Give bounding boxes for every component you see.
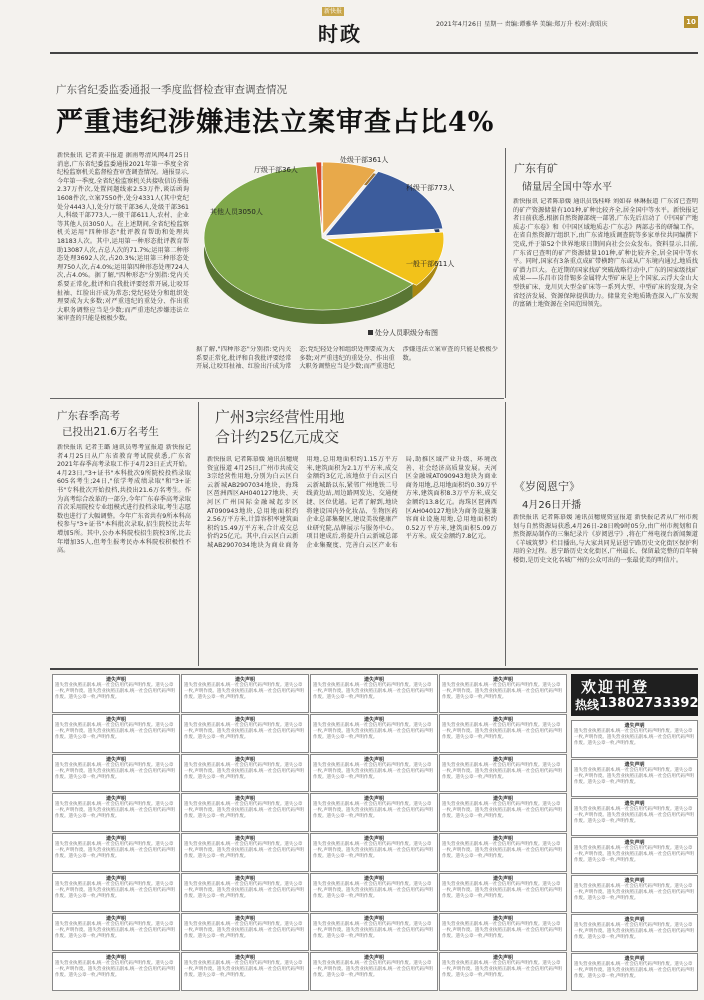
classified-ad-title: 遗失声明 xyxy=(234,955,255,962)
ad-banner xyxy=(571,674,698,716)
classified-ad-text: 遗失营业执照正副本,统一社会信用代码声明作废。遗失公章一枚,声明作废。遗失营业执照正副本,统一社会信用代码声明作废。遗失公章一枚,声明作废。 xyxy=(184,881,304,899)
yuju-kicker: 《岁阅恩宁》 xyxy=(514,480,580,493)
classified-ad xyxy=(439,913,567,952)
pie-label-5: 其他人员3050人 xyxy=(210,208,263,216)
ads-grid-right xyxy=(571,720,698,992)
classified-ad-title: 遗失声明 xyxy=(234,716,255,723)
classified-ad-title: 遗失声明 xyxy=(624,723,645,729)
classified-ad xyxy=(571,720,698,758)
classified-ad-title: 遗失声明 xyxy=(624,956,645,963)
classified-ad-title: 遗失声明 xyxy=(492,875,513,882)
classified-ad-text: 遗失营业执照正副本,统一社会信用代码声明作废。遗失公章一枚,声明作废。遗失营业执照正副本,统一社会信用代码声明作废。遗失公章一枚,声明作废。 xyxy=(313,842,433,859)
classified-ad xyxy=(52,793,180,832)
classified-ad-title: 遗失声明 xyxy=(492,716,513,723)
pie-legend-text: 处分人员职级分布图 xyxy=(375,329,438,337)
classified-ad-title: 遗失声明 xyxy=(234,836,255,842)
classified-ad xyxy=(181,952,309,991)
classified-ad-text: 遗失营业执照正副本,统一社会信用代码声明作废。遗失公章一枚,声明作废。遗失营业执照正副本,统一社会信用代码声明作废。遗失公章一枚,声明作废。 xyxy=(442,961,562,979)
classified-ad xyxy=(52,674,180,713)
classified-ad-text: 遗失营业执照正副本,统一社会信用代码声明作废。遗失公章一枚,声明作废。遗失营业执照正副本,统一社会信用代码声明作废。遗失公章一枚,声明作废。 xyxy=(574,729,694,746)
classified-ad-title: 遗失声明 xyxy=(363,756,384,763)
gaokao-headline: 已投出21.6万名考生 xyxy=(62,426,159,438)
classified-ad xyxy=(439,674,567,713)
classified-ad-text: 遗失营业执照正副本,统一社会信用代码声明作废。遗失公章一枚,声明作废。遗失营业执照正副本,统一社会信用代码声明作废。遗失公章一枚,声明作废。 xyxy=(574,806,694,824)
section-rule xyxy=(50,668,698,670)
classified-ad-text: 遗失营业执照正副本,统一社会信用代码声明作废。遗失公章一枚,声明作废。遗失营业执照正副本,统一社会信用代码声明作废。遗失公章一枚,声明作废。 xyxy=(184,961,304,979)
classified-ad-text: 遗失营业执照正副本,统一社会信用代码声明作废。遗失公章一枚,声明作废。遗失营业执照正副本,统一社会信用代码声明作废。遗失公章一枚,声明作废。 xyxy=(442,683,562,700)
classified-ad-text: 遗失营业执照正副本,统一社会信用代码声明作废。遗失公章一枚,声明作废。遗失营业执照正副本,统一社会信用代码声明作废。遗失公章一枚,声明作废。 xyxy=(313,762,433,780)
classified-ad xyxy=(52,754,180,793)
classified-ad-title: 遗失声明 xyxy=(492,955,513,962)
classified-ad-text: 遗失营业执照正副本,统一社会信用代码声明作废。遗失公章一枚,声明作废。遗失营业执照正副本,统一社会信用代码声明作废。遗失公章一枚,声明作废。 xyxy=(55,842,175,859)
classified-ad xyxy=(310,674,438,713)
classified-ad-text: 遗失营业执照正副本,统一社会信用代码声明作废。遗失公章一枚,声明作废。遗失营业执照正副本,统一社会信用代码声明作废。遗失公章一枚,声明作废。 xyxy=(55,802,175,820)
classified-ad-title: 遗失声明 xyxy=(105,756,126,763)
column-rule xyxy=(505,402,506,666)
pie-label-3: 科级干部773人 xyxy=(406,184,455,192)
classified-ad-title: 遗失声明 xyxy=(492,915,513,922)
classified-ad xyxy=(571,875,698,913)
classified-ad-text: 遗失营业执照正副本,统一社会信用代码声明作废。遗失公章一枚,声明作废。遗失营业执照正副本,统一社会信用代码声明作废。遗失公章一枚,声明作废。 xyxy=(184,921,304,939)
section-rule xyxy=(50,398,504,399)
classified-ad-text: 遗失营业执照正副本,统一社会信用代码声明作废。遗失公章一枚,声明作废。遗失营业执照正副本,统一社会信用代码声明作废。遗失公章一枚,声明作废。 xyxy=(55,881,175,899)
column-rule xyxy=(505,148,506,398)
classified-ad-title: 遗失声明 xyxy=(492,677,513,683)
classified-ad-title: 遗失声明 xyxy=(492,756,513,763)
land-body: 新快报讯 记者陈慕媛 通讯员穗规资宣报道 4月25日,广州市共成交3宗经营性用地,分别为白云区白云新城AB2907034地块、海珠区琶洲西区AH040127地块、天河区广州国际金融城起步区AT090943地块,总用地面积约2.56万平方米,计算容积率建筑面积约15.49万平方米,合计成交总价约25亿元。其中,白云区白云新城AB2907034地块为商业商务用地,总用地面积约1.15万平方米,建筑面积为2.1万平方米,成交金额约3亿元,该地位于白云区白云新城路以东,紧邻广州地铁二号线黄边站,周边路网发达、交通便捷、区位优越。记者了解到,地块将建设国内外化妆品、生物医药企业总部集聚区,建设美妆健康产业研究院,品牌展示与服务中心。项目建成后,将提升白云新城总部企业集聚度、完善白云区产业布局,助推区域产业升级、环境改善、社会经济高质量发展。天河区金融城AT090943地块为商业商务用地,总用地面积约0.39万平方米,建筑面积8.3万平方米,成交金额约13.8亿元。海珠区琶洲西区AH040127地块为商务设施兼容商业设施用地,总用地面积约0.52万平方米,建筑面积5.09万平方米。成交金额约7.8亿元。 xyxy=(207,456,497,549)
classified-ad-title: 遗失声明 xyxy=(105,677,126,683)
classified-ad-text: 遗失营业执照正副本,统一社会信用代码声明作废。遗失公章一枚,声明作废。遗失营业执照正副本,统一社会信用代码声明作废。遗失公章一枚,声明作废。 xyxy=(442,842,562,859)
classified-ad-text: 遗失营业执照正副本,统一社会信用代码声明作废。遗失公章一枚,声明作废。遗失营业执照正副本,统一社会信用代码声明作废。遗失公章一枚,声明作废。 xyxy=(184,802,304,820)
classified-ad xyxy=(439,952,567,991)
paper-name: 新快报 xyxy=(323,8,342,15)
classified-ad-text: 遗失营业执照正副本,统一社会信用代码声明作废。遗失公章一枚,声明作废。遗失营业执照正副本,统一社会信用代码声明作废。遗失公章一枚,声明作废。 xyxy=(574,884,694,902)
classified-ad xyxy=(571,953,698,991)
classified-ad-title: 遗失声明 xyxy=(105,836,126,842)
classified-ad xyxy=(310,793,438,832)
classified-ad-text: 遗失营业执照正副本,统一社会信用代码声明作废。遗失公章一枚,声明作废。遗失营业执照正副本,统一社会信用代码声明作废。遗失公章一枚,声明作废。 xyxy=(55,921,175,939)
classified-ad-title: 遗失声明 xyxy=(363,677,384,683)
gaokao-kicker: 广东春季高考 xyxy=(57,410,120,422)
classified-ad xyxy=(571,837,698,875)
page-number: 10 xyxy=(684,16,698,28)
classified-ad-text: 遗失营业执照正副本,统一社会信用代码声明作废。遗失公章一枚,声明作废。遗失营业执照正副本,统一社会信用代码声明作废。遗失公章一枚,声明作废。 xyxy=(574,962,694,980)
classified-ad-title: 遗失声明 xyxy=(624,800,645,807)
classified-ad-text: 遗失营业执照正副本,统一社会信用代码声明作废。遗失公章一枚,声明作废。遗失营业执照正副本,统一社会信用代码声明作废。遗失公章一枚,声明作废。 xyxy=(574,767,694,785)
classified-ad-title: 遗失声明 xyxy=(492,836,513,842)
ads-grid xyxy=(52,674,568,992)
date-line: 2021年4月26日 星期一 责编:谭雅华 美编:郑万升 校对:黄昭庆 xyxy=(436,21,608,28)
classified-ad-title: 遗失声明 xyxy=(624,878,645,885)
classified-ad-title: 遗失声明 xyxy=(234,875,255,882)
column-rule xyxy=(198,402,199,666)
classified-ad-text: 遗失营业执照正副本,统一社会信用代码声明作废。遗失公章一枚,声明作废。遗失营业执照正副本,统一社会信用代码声明作废。遗失公章一枚,声明作废。 xyxy=(55,683,175,700)
section-title: 时政 xyxy=(318,22,362,46)
classified-ad xyxy=(439,873,567,912)
classified-ad-title: 遗失声明 xyxy=(234,756,255,763)
classified-ad-title: 遗失声明 xyxy=(624,917,645,924)
mine-headline: 储量居全国中等水平 xyxy=(522,182,612,193)
classified-ad xyxy=(571,798,698,836)
classified-ad xyxy=(52,873,180,912)
lead-body-continued: 据了解,"四种形态"分别指:党内关系要正常化,批评和自我批评要经常开展,让咬耳扯袖、红脸出汗成为常态;党纪轻处分和组织处理要成为大多数;对严重违纪的重处分、作出重大职务调整应当是少数;而严重违纪涉嫌违法立案审查的只能是极极少数。 xyxy=(196,346,498,371)
classified-ad-text: 遗失营业执照正副本,统一社会信用代码声明作废。遗失公章一枚,声明作废。遗失营业执照正副本,统一社会信用代码声明作废。遗失公章一枚,声明作废。 xyxy=(442,921,562,939)
classified-ad-title: 遗失声明 xyxy=(624,761,645,768)
classified-ad xyxy=(439,714,567,753)
classified-ad-title: 遗失声明 xyxy=(234,677,255,683)
land-headline-line1: 广州3宗经营性用地 xyxy=(215,408,345,426)
classified-ad-text: 遗失营业执照正副本,统一社会信用代码声明作废。遗失公章一枚,声明作废。遗失营业执照正副本,统一社会信用代码声明作废。遗失公章一枚,声明作废。 xyxy=(184,722,304,740)
classified-ad-title: 遗失声明 xyxy=(492,796,513,803)
classified-ad-text: 遗失营业执照正副本,统一社会信用代码声明作废。遗失公章一枚,声明作废。遗失营业执照正副本,统一社会信用代码声明作废。遗失公章一枚,声明作废。 xyxy=(313,683,433,700)
classified-ad xyxy=(310,952,438,991)
classified-ad-text: 遗失营业执照正副本,统一社会信用代码声明作废。遗失公章一枚,声明作废。遗失营业执照正副本,统一社会信用代码声明作废。遗失公章一枚,声明作废。 xyxy=(442,881,562,899)
classified-ad-text: 遗失营业执照正副本,统一社会信用代码声明作废。遗失公章一枚,声明作废。遗失营业执照正副本,统一社会信用代码声明作废。遗失公章一枚,声明作废。 xyxy=(442,722,562,740)
classified-ad-text: 遗失营业执照正副本,统一社会信用代码声明作废。遗失公章一枚,声明作废。遗失营业执照正副本,统一社会信用代码声明作废。遗失公章一枚,声明作废。 xyxy=(55,961,175,979)
classified-ad xyxy=(181,674,309,713)
classified-ad xyxy=(439,793,567,832)
hotline-number: 13802733392 xyxy=(599,696,699,711)
classified-ad xyxy=(310,754,438,793)
classified-ad-title: 遗失声明 xyxy=(363,716,384,723)
classified-ad-title: 遗失声明 xyxy=(363,915,384,922)
classified-ad xyxy=(571,914,698,952)
classified-ad-text: 遗失营业执照正副本,统一社会信用代码声明作废。遗失公章一枚,声明作废。遗失营业执照正副本,统一社会信用代码声明作废。遗失公章一枚,声明作废。 xyxy=(574,923,694,941)
classified-ad xyxy=(439,833,567,872)
classified-ad xyxy=(52,952,180,991)
pie-label-4: 一般干部611人 xyxy=(406,260,455,268)
classified-ad-title: 遗失声明 xyxy=(105,875,126,882)
pie-label-1: 厅级干部36人 xyxy=(254,166,298,174)
lead-body: 新快报讯 记者黄丰报道 据南粤清风网4月25日消息,广东省纪委监委通报2021年第一季度全省纪检监察机关监督检查审查调查情况。通报显示,今年第一季度,全省纪检监察机关共接收信访举报2.37万件次,处置问题线索2.53万件,谈话函询1608件次,立案7550件,处分4331人(其中党纪处分4443人),处分厅级干部36人,处级干部361人,科级干部773人,一般干部611人,农村、企业等其他人员3050人。在上述期间,全省纪检监察机关运用"四种形态"批评教育帮助和处理共18183人次。其中,运用第一种形态批评教育帮助13087人次,占总人次的71.7%;运用第二种形态处理3692人次,占20.3%;运用第三种形态处理750人次,占4.0%;运用第四种形态处理724人次,占4.0%。据了解,"四种形态"分别指:党内关系要正常化,批评和自我批评要经常开展,让咬耳扯袖、红脸出汗成为常态;党纪轻处分和组织处理要成为大多数;对严重违纪的重处分、作出重大职务调整应当是少数;而严重违纪涉嫌违法立案审查的只能是极极少数。 xyxy=(57,152,189,323)
classified-ad xyxy=(181,714,309,753)
land-headline-line2: 合计约25亿元成交 xyxy=(215,428,340,446)
classified-ad-text: 遗失营业执照正副本,统一社会信用代码声明作废。遗失公章一枚,声明作废。遗失营业执照正副本,统一社会信用代码声明作废。遗失公章一枚,声明作废。 xyxy=(313,802,433,820)
mine-body: 新快报讯 记者陈慕媛 通讯员钱桂峰 刘如春 林琳报道 广东省已查明的矿产资源储量有101种,矿种比较齐全,居全国中等水平。新快报记者日前获悉,根据自然资源部统一部署,广东先后启动了《中国矿产地质志·广东卷》和《中国区域地质志·广东志》两部志书的研编工作。在省自然资源厅组织下,由广东省地质调查院等多家单位共同编撰下完成,并于第52个世界地球日期间向社会公众发布。资料显示,目前,广东省已查明的矿产资源储量101种,矿种比较齐全,居全国中等水平。同时,国家有3条重点成矿带横跨广东或从广东境内通过,地质找矿潜力巨大。在近期的国家找矿突破战略行动中,广东的国家级找矿成果——乐昌市岗背锡多金属特大型矿床是上个国家,云浮大金山大型铁矿床、龙川贝大型金矿床等一系列大型、中型矿床的发现,为全省经济发展、资源保障提供助力。储量充全地质勘查深入,广东发现的富硒土地资源在全国范围领先。 xyxy=(513,198,698,309)
classified-ad-title: 遗失声明 xyxy=(363,875,384,882)
classified-ad-title: 遗失声明 xyxy=(105,716,126,723)
classified-ad-title: 遗失声明 xyxy=(624,839,645,846)
pie-legend-swatch xyxy=(368,330,373,335)
classified-ad-text: 遗失营业执照正副本,统一社会信用代码声明作废。遗失公章一枚,声明作废。遗失营业执照正副本,统一社会信用代码声明作废。遗失公章一枚,声明作废。 xyxy=(574,845,694,863)
classified-ad-text: 遗失营业执照正副本,统一社会信用代码声明作废。遗失公章一枚,声明作废。遗失营业执照正副本,统一社会信用代码声明作废。遗失公章一枚,声明作废。 xyxy=(184,762,304,780)
classified-ad-text: 遗失营业执照正副本,统一社会信用代码声明作废。遗失公章一枚,声明作废。遗失营业执照正副本,统一社会信用代码声明作废。遗失公章一枚,声明作废。 xyxy=(55,722,175,740)
masthead xyxy=(0,0,704,64)
classified-ad xyxy=(310,873,438,912)
classified-ad-title: 遗失声明 xyxy=(363,796,384,803)
ad-banner-title: 欢迎刊登 xyxy=(581,678,650,696)
classified-ad xyxy=(52,913,180,952)
classified-ad-text: 遗失营业执照正副本,统一社会信用代码声明作废。遗失公章一枚,声明作废。遗失营业执照正副本,统一社会信用代码声明作废。遗失公章一枚,声明作废。 xyxy=(184,842,304,859)
lead-kicker: 广东省纪委监委通报一季度监督检查审查调查情况 xyxy=(56,84,287,96)
classified-ad-text: 遗失营业执照正副本,统一社会信用代码声明作废。遗失公章一枚,声明作废。遗失营业执照正副本,统一社会信用代码声明作废。遗失公章一枚,声明作废。 xyxy=(184,683,304,700)
classified-ad xyxy=(310,913,438,952)
classified-ad xyxy=(181,833,309,872)
classified-ad-text: 遗失营业执照正副本,统一社会信用代码声明作废。遗失公章一枚,声明作废。遗失营业执照正副本,统一社会信用代码声明作废。遗失公章一枚,声明作废。 xyxy=(442,762,562,780)
pie-chart xyxy=(192,148,506,344)
yuju-headline: 4月26日开播 xyxy=(522,500,582,511)
classified-ad xyxy=(181,913,309,952)
masthead-rule xyxy=(50,52,698,54)
classified-ad xyxy=(439,754,567,793)
classified-ad xyxy=(52,833,180,872)
classified-ad xyxy=(181,754,309,793)
classified-ad xyxy=(310,833,438,872)
classified-ad-text: 遗失营业执照正副本,统一社会信用代码声明作废。遗失公章一枚,声明作废。遗失营业执照正副本,统一社会信用代码声明作废。遗失公章一枚,声明作废。 xyxy=(313,881,433,899)
yuju-body: 新快报讯 记者陈慕媛 通讯员穗规资宣报道 新快报记者从广州市规划与自然资源局获悉,4月26日-28日晚9时05分,由广州市规划和自然资源局制作的三集纪录片《岁阅恩宁》,将在广州电视台新闻频道《羊城筑梦》栏目播出,与大家共同见证恩宁路历史文化街区保护利用的全过程。恩宁路历史文化街区,广州最长、保留最完整的百年骑楼街,是历史文化名城广州的公众可出的一张最优美的明信片。 xyxy=(513,514,698,564)
classified-ad-text: 遗失营业执照正副本,统一社会信用代码声明作废。遗失公章一枚,声明作废。遗失营业执照正副本,统一社会信用代码声明作废。遗失公章一枚,声明作废。 xyxy=(313,961,433,979)
classified-ad xyxy=(310,714,438,753)
classified-ad-title: 遗失声明 xyxy=(363,836,384,842)
classified-ad xyxy=(181,793,309,832)
classified-ad-title: 遗失声明 xyxy=(234,915,255,922)
classified-ad-title: 遗失声明 xyxy=(234,796,255,803)
classified-ad-title: 遗失声明 xyxy=(105,796,126,803)
gaokao-body: 新快报讯 记者王璐 通讯员粤考宣报道 新快报记者4月25日从广东省教育考试院获悉,广东省2021年春季高考录取工作于4月23日正式开始。4月23日,"3+证书"本科批次9所院校投档录取605名考生;24日,"依学考成绩录取"和"3+证书"专科批次开始投档,共投出21.6万名考生。作为高考综合改革的一部分,今年广东春季高考录取首次采用院校专业组模式进行投档录取,考生志愿数也进行了大幅调整。今年广东省共有9所本科高校参与"3+证书"本科批次录取,招生院校比去年增加5所。其中,公办本科院校招生院校3所,比去年增加35人,但考生报考民办本科院校积极性不高。 xyxy=(57,444,191,555)
classified-ad xyxy=(571,759,698,797)
lead-headline: 严重违纪涉嫌违法立案审查占比4% xyxy=(56,107,495,138)
pie-label-2: 处级干部361人 xyxy=(340,156,389,164)
mine-kicker: 广东有矿 xyxy=(514,162,558,175)
classified-ad-text: 遗失营业执照正副本,统一社会信用代码声明作废。遗失公章一枚,声明作废。遗失营业执照正副本,统一社会信用代码声明作废。遗失公章一枚,声明作废。 xyxy=(313,921,433,939)
classified-ad-title: 遗失声明 xyxy=(105,955,126,962)
classified-ad-title: 遗失声明 xyxy=(363,955,384,962)
classified-ad-title: 遗失声明 xyxy=(105,915,126,922)
classified-ad-text: 遗失营业执照正副本,统一社会信用代码声明作废。遗失公章一枚,声明作废。遗失营业执照正副本,统一社会信用代码声明作废。遗失公章一枚,声明作废。 xyxy=(442,802,562,820)
classified-ad-text: 遗失营业执照正副本,统一社会信用代码声明作废。遗失公章一枚,声明作废。遗失营业执照正副本,统一社会信用代码声明作废。遗失公章一枚,声明作废。 xyxy=(313,722,433,740)
classified-ad-text: 遗失营业执照正副本,统一社会信用代码声明作废。遗失公章一枚,声明作废。遗失营业执照正副本,统一社会信用代码声明作废。遗失公章一枚,声明作废。 xyxy=(55,762,175,780)
classified-ad xyxy=(181,873,309,912)
classified-ad xyxy=(52,714,180,753)
hotline-label: 热线 xyxy=(575,698,600,712)
